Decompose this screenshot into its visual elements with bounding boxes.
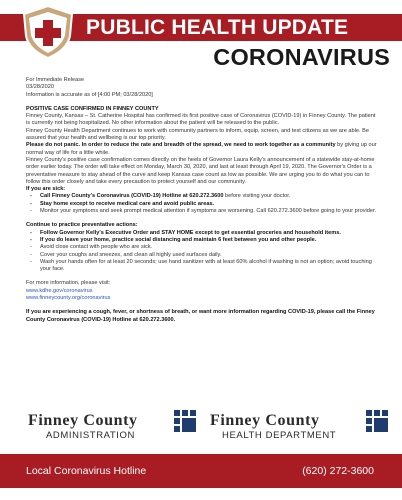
section-heading: POSITIVE CASE CONFIRMED IN FINNEY COUNTY — [26, 105, 159, 112]
hotline-footer — [0, 454, 402, 488]
paragraph-do-not-panic — [26, 142, 378, 157]
list-item: - If you do leave your home, practice social distancing and maintain 6 feet between you and other people. — [26, 237, 378, 244]
header — [0, 0, 402, 72]
administration-name: Finney County — [28, 412, 138, 429]
more-info — [26, 280, 378, 302]
document-body — [26, 77, 378, 324]
release-date: 03/28/2020 — [26, 84, 54, 91]
accuracy-note: Information is accurate as of [4:00 PM; 03/28/2020] — [26, 91, 153, 98]
list-item: - Wash your hands often for at least 20 seconds; use hand sanitizer with at least 60% alcohol if washing is not an option; avoid touching your face. — [26, 259, 378, 274]
paragraph-stay-home-order: Finney County's positive case confirmation comes directly on the heels of Governor Laura Kelly's announcement of a statewide stay-at-home order earlier today. The order will take effect on Monday, March 30, 2020, and last at least through April 19, 2020. The Governor's Order is a preventative measure to stay ahead of the curve and keep Kansas case count as low as possible. We are urging you to do what you can to follow this order closely and take every precaution to protect yourself and our community. — [26, 156, 375, 185]
paragraph-case: Finney County, Kansas – St. Catherine Hospital has confirmed its first positive case of Coronavirus (COVID-19) in Finney County. The patient is currently not being hospitalized. No other information about the patient will be released to the public. — [26, 113, 376, 127]
closing-statement: If you are experiencing a cough, fever, or shortness of breath, or want more information regarding COVID-19, please call the Finney County Coronavirus (COVID-19) Hotline at 620.272.3600. — [26, 309, 375, 323]
health-department-logo — [210, 406, 390, 450]
hotline-call-rest: before visiting your doctor. — [223, 193, 291, 200]
page-title-line1: PUBLIC HEALTH UPDATE — [86, 16, 349, 39]
kdhe-link[interactable]: www.kdhe.gov/coronavirus — [26, 287, 93, 294]
health-department-name: Finney County — [210, 412, 320, 429]
do-not-panic-bold: Please do not panic. In order to reduce the rate and breadth of the spread, we need to work together as a community — [26, 142, 336, 149]
list-item: - Stay home except to receive medical care and avoid public areas. — [26, 201, 378, 208]
precautions-list — [26, 230, 378, 274]
paragraph-health-department: Finney County Health Department continues to work with community partners to inform, equip, screen, and test citizens as we are able. Be assured that your health and wellbeing is our top priority. — [26, 127, 369, 142]
administration-subtitle: ADMINISTRATION — [46, 430, 135, 441]
health-department-subtitle: HEALTH DEPARTMENT — [222, 430, 337, 441]
release-label: For Immediate Release — [26, 77, 85, 83]
do-not-panic-rest: by giving up our normal way of life for a little while. — [26, 142, 377, 156]
precautions-list-heading: Continue to practice preventative actions: — [26, 222, 138, 229]
hotline-call-bold: Call Finney County's Coronavirus (COVID-19) Hotline at 620.272.3600 — [40, 193, 224, 200]
page-title-line2: CORONAVIRUS — [213, 44, 390, 70]
list-item: - Avoid close contact with people who are sick. — [26, 244, 378, 251]
list-item: - Follow Governor Kelly's Executive Order and STAY HOME except to get essential groceries and household items. — [26, 230, 378, 237]
medical-cross-shield-icon — [20, 4, 76, 60]
logo-row — [0, 406, 402, 450]
county-grid-mark-icon — [366, 410, 388, 432]
sick-list-heading: If you are sick: — [26, 186, 66, 193]
hotline-number[interactable]: (620) 272-3600 — [302, 465, 374, 477]
county-grid-mark-icon — [174, 410, 196, 432]
list-item: - Monitor your symptoms and seek prompt medical attention if symptoms are worsening. Call 620.272.3600 before going to your provider. — [26, 208, 378, 215]
finney-county-link[interactable]: www.finneycounty.org/coronavirus — [26, 295, 111, 302]
administration-logo — [28, 406, 200, 450]
release-meta — [26, 77, 378, 99]
hotline-label: Local Coronavirus Hotline — [26, 465, 147, 477]
list-item — [26, 193, 378, 200]
more-info-label: For more information, please visit: — [26, 280, 111, 287]
sick-list — [26, 193, 378, 215]
list-item: - Cover your coughs and sneezes, and clean all highly used surfaces daily. — [26, 252, 378, 259]
